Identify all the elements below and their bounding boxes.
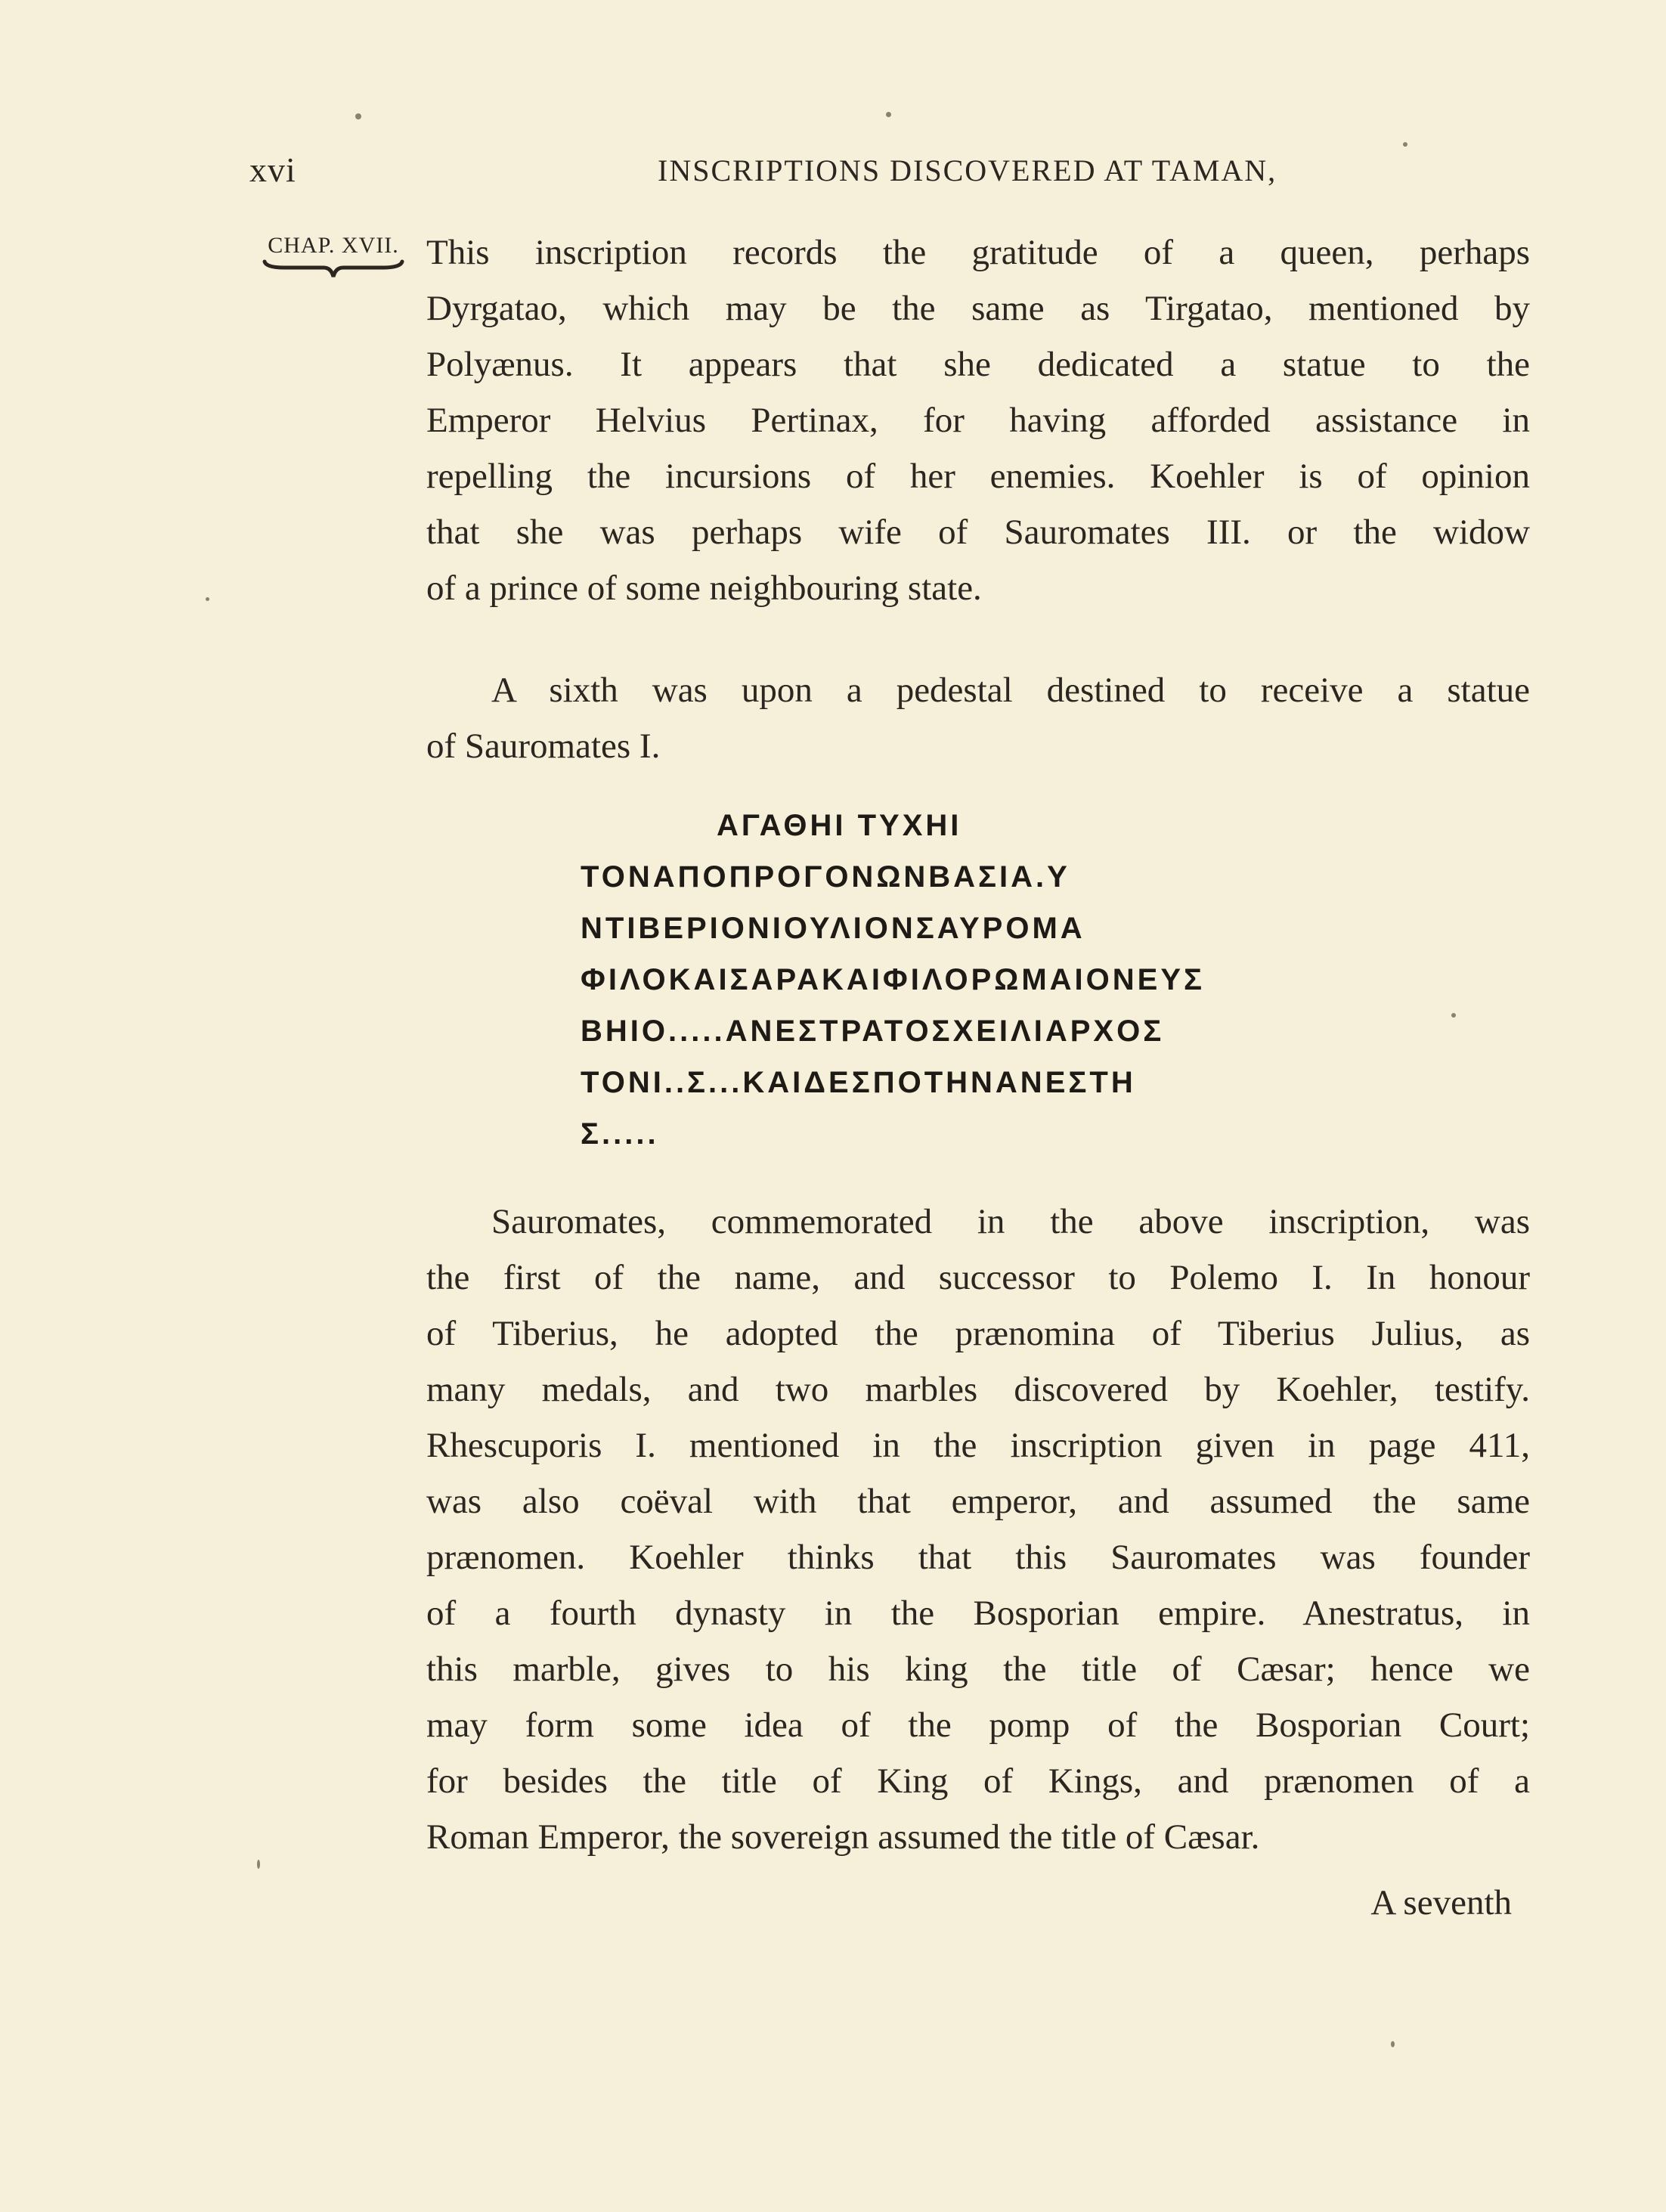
- running-title: INSCRIPTIONS DISCOVERED AT TAMAN,: [658, 153, 1277, 187]
- paper-speck: [1403, 142, 1407, 147]
- page-number: xvi: [249, 150, 296, 189]
- text-line: may form some idea of the pomp of the Bosporian Court;: [426, 1705, 1530, 1745]
- paper-speck: [206, 597, 209, 601]
- page-header: [249, 150, 1534, 195]
- text-line: the first of the name, and successor to Polemo I. In honour: [426, 1258, 1530, 1297]
- text-line: Dyrgatao, which may be the same as Tirgatao, mentioned by: [426, 289, 1530, 328]
- text-line: that she was perhaps wife of Sauromates III. or the widow: [426, 513, 1530, 552]
- paragraph-2: [426, 662, 1530, 774]
- inscription-line: ΤΟΝΙ..Σ...ΚΑΙΔΕΣΠΟΤΗΝΑΝΕΣΤΗ: [581, 1066, 1136, 1099]
- inscription-line: ΤΟΝΑΠΟΠΡΟΓΟΝΩΝΒΑΣΙΑ.Υ: [581, 860, 1070, 894]
- paper-speck: [886, 112, 891, 117]
- paper-speck: [1391, 2041, 1395, 2047]
- text-line: this marble, gives to his king the title of Cæsar; hence we: [426, 1650, 1530, 1689]
- inscription-line: ΝΤΙΒΕΡΙΟΝΙΟΥΛΙΟΝΣΑΥΡΟΜΑ: [581, 912, 1085, 945]
- text-line: Sauromates, commemorated in the above inscription, was: [491, 1202, 1530, 1241]
- brace-icon: [262, 259, 405, 281]
- paper-speck: [257, 1860, 260, 1869]
- paper-speck: [355, 113, 361, 119]
- catchword: A seventh: [1370, 1883, 1512, 1922]
- text-line: A sixth was upon a pedestal destined to receive a statue: [491, 671, 1530, 710]
- chapter-marginal-note: [254, 233, 413, 281]
- text-line: Rhescuporis I. mentioned in the inscription given in page 411,: [426, 1426, 1530, 1465]
- text-line: This inscription records the gratitude of a queen, perhaps: [426, 233, 1530, 272]
- text-line: of a fourth dynasty in the Bosporian empire. Anestratus, in: [426, 1594, 1530, 1633]
- paragraph-3: [426, 1194, 1530, 1865]
- paper-speck: [1451, 1013, 1456, 1018]
- inscription-line: ΑΓΑΘΗΙ ΤΥΧΗΙ: [717, 809, 962, 842]
- inscription-line: ΦΙΛΟΚΑΙΣΑΡΑΚΑΙΦΙΛΟΡΩΜΑΙΟΝΕΥΣ: [581, 963, 1206, 996]
- text-line: Roman Emperor, the sovereign assumed the title of Cæsar.: [426, 1817, 1260, 1857]
- paragraph-1: [426, 225, 1530, 616]
- text-line: of Sauromates I.: [426, 726, 661, 766]
- text-line: for besides the title of King of Kings, and prænomen of a: [426, 1761, 1530, 1801]
- greek-inscription: [581, 800, 1205, 1160]
- text-line: of a prince of some neighbouring state.: [426, 568, 982, 608]
- text-line: Emperor Helvius Pertinax, for having afforded assistance in: [426, 401, 1530, 440]
- text-line: repelling the incursions of her enemies. Koehler is of opinion: [426, 457, 1530, 496]
- inscription-line: ΒΗΙΟ.....ΑΝΕΣΤΡΑΤΟΣΧΕΙΛΙΑΡΧΟΣ: [581, 1015, 1165, 1048]
- text-line: prænomen. Koehler thinks that this Sauromates was founder: [426, 1538, 1530, 1577]
- text-line: was also coëval with that emperor, and assumed the same: [426, 1482, 1530, 1521]
- text-line: many medals, and two marbles discovered by Koehler, testify.: [426, 1370, 1530, 1409]
- text-line: of Tiberius, he adopted the prænomina of Tiberius Julius, as: [426, 1314, 1530, 1353]
- chapter-label: CHAP. XVII.: [268, 233, 399, 258]
- text-line: Polyænus. It appears that she dedicated a statue to the: [426, 345, 1530, 384]
- inscription-line: Σ.....: [581, 1117, 659, 1151]
